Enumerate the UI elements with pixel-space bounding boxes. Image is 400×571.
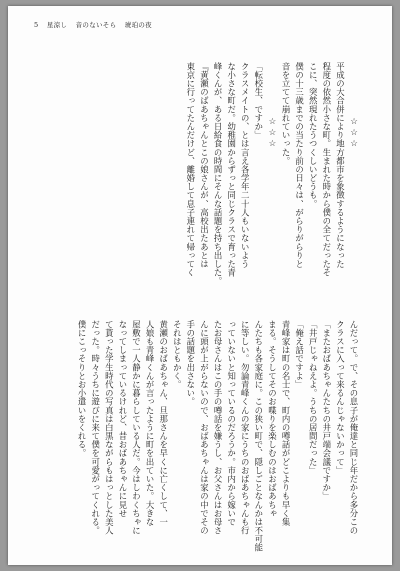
text-line: それはともかく。 <box>172 320 183 389</box>
text-line: っていないと知っているのだろうか。市内から嫁いで <box>226 320 237 527</box>
text-line: なってしまっているけれど、昔おばあちゃんに見せ <box>117 320 128 518</box>
text-line: な小さな町だ。幼稚園からずっと同じクラスで育った青 <box>226 62 237 277</box>
text-line: 「転校生、ですか」 <box>253 62 264 140</box>
text-line: クラスメイトの、とは言え各学年二十人もいないよう <box>240 62 251 269</box>
book-page <box>8 6 392 565</box>
text-line: 屋敷で一人静かに暮らしている人だ。今はしわくちゃに <box>131 320 142 535</box>
text-line: こに、突然現れたうつくしいどうも。 <box>308 62 319 209</box>
chapter-subtitle: 琥珀の夜 <box>124 21 152 29</box>
text-line: 程度の依然小さな町。生まれた時から僕の全てだったそ <box>321 62 332 277</box>
text-line: 青峰家は町の名士で、町内の噂話がどこよりも早く集 <box>281 320 292 527</box>
text-line: だった。時々うちに遊びに来て僕を可愛がってくれる。 <box>90 320 101 535</box>
text-line: 平成の大合併により地方都市を象徴するようになった <box>335 62 346 269</box>
text-line: 僕の十三歳までの当たり前の日々は、がらりがらりと <box>294 62 305 269</box>
running-header <box>34 20 158 29</box>
section-title: 星涼し <box>46 21 68 29</box>
chapter-title: 音のないそら <box>75 21 117 29</box>
text-line: 「俺え話ですよ」 <box>294 320 305 389</box>
text-line: に等しい。勿論青峰くんの家にうちのおばあちゃんも行 <box>240 320 251 535</box>
lower-text-column <box>77 320 360 552</box>
text-line: たお母さんはこの手の噂話を嫌うし、お父さんはお母さ <box>213 320 224 535</box>
section-break-stars: ☆☆☆ <box>267 116 278 149</box>
text-line: 「井戸じゃねえよ。うちの居間だった」 <box>308 320 319 475</box>
text-line: 東京に行ってたんだけど、離婚して息子連れて帰ってく <box>185 62 196 277</box>
text-line: クラスに入って来るんじゃないかって」 <box>335 320 346 475</box>
section-break-stars: ☆☆☆ <box>349 116 359 149</box>
text-line: んに頭が上がらないので、おばあちゃんは家の中でその <box>199 320 210 535</box>
text-line: まる。そうしてそのお喋りを楽しむのはおばあちゃ <box>267 320 278 518</box>
text-line: 峰くんが、ある日給食の時間にそんな話題を持ち出した。 <box>213 62 224 286</box>
text-line: んだって。で、その息子が俺達と同じ年だから多分この <box>349 320 359 535</box>
text-line: 手の話題を出さない。 <box>185 320 196 406</box>
text-line: て貰った学生時代の写真は白黒ながらもはっとした美人 <box>104 320 115 535</box>
upper-text-column <box>84 62 360 286</box>
text-line: 人娘も青峰くんが言ったように町を出ていた。大きな <box>145 320 156 527</box>
text-line: 黄瀬のおばあちゃん、旦那さんを早くに亡くして、一 <box>158 320 169 527</box>
text-line: 僕にこっそりとお小遣いをくれる。 <box>77 320 88 458</box>
text-line: 『黄瀬のばあちゃんとこの娘さんが、高校出たあとは <box>199 62 210 269</box>
page-number: 5 <box>34 21 39 29</box>
text-line: んたちも各家庭に。この狭い町で、隠しごとなんかは不可能 <box>253 320 264 552</box>
text-line: 音を立てて崩れていった。 <box>281 62 292 166</box>
text-line: 「またおばあちゃんたちの井戸端会議ですか」 <box>321 320 332 501</box>
